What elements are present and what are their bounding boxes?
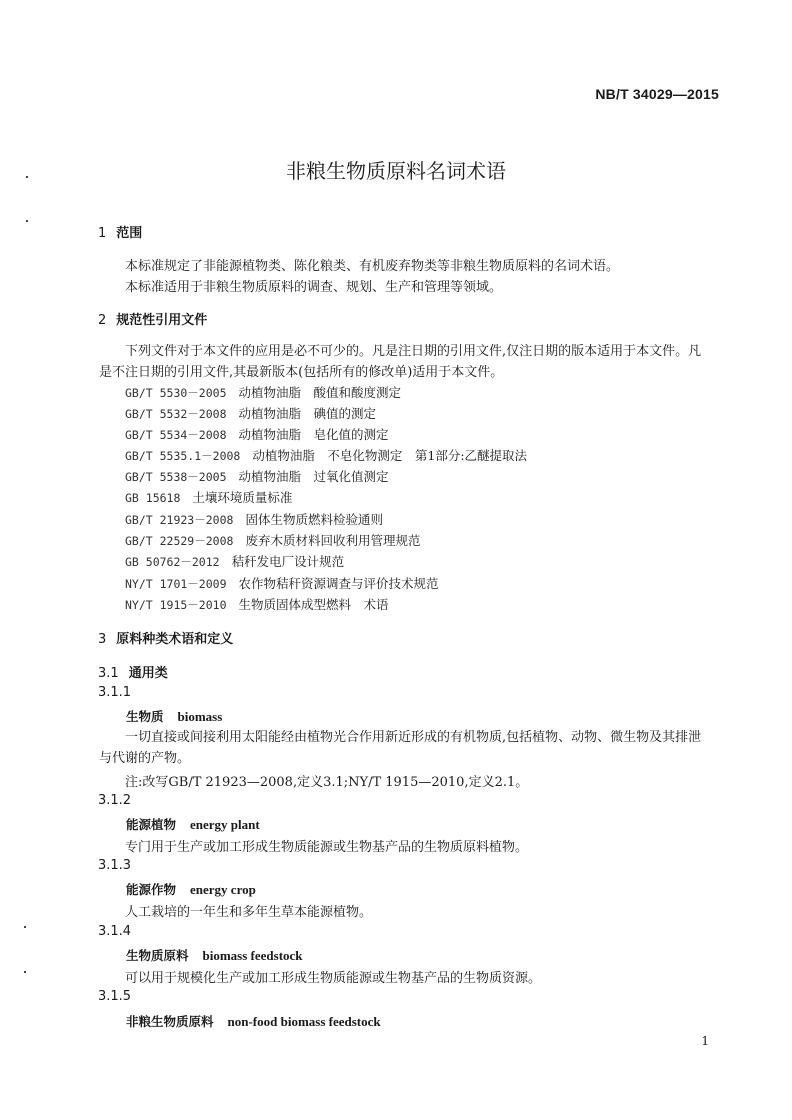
reference-name: 动植物油脂 碘值的测定 xyxy=(238,406,377,421)
scan-mark xyxy=(26,176,28,178)
scan-mark xyxy=(26,220,28,222)
reference-item xyxy=(125,595,389,613)
section-title: 原料种类术语和定义 xyxy=(116,632,234,647)
term-zh: 非粮生物质原料 xyxy=(126,1014,214,1029)
term-en: biomass feedstock xyxy=(202,948,303,963)
reference-item xyxy=(125,510,383,528)
term-zh: 生物质 xyxy=(126,709,164,724)
section-number: 1 xyxy=(98,226,107,241)
term-zh: 能源植物 xyxy=(126,817,177,832)
term-definition: 一切直接或间接利用太阳能经由植物光合作用新近形成的有机物质,包括植物、动物、微生物及其排泄与代谢的产物。 xyxy=(99,730,702,766)
term-zh: 能源作物 xyxy=(126,882,177,897)
reference-name: 秸秆发电厂设计规范 xyxy=(231,554,345,569)
term-en: energy crop xyxy=(190,882,256,897)
section-3-heading xyxy=(98,628,233,647)
term-heading xyxy=(126,946,303,964)
reference-item xyxy=(125,425,389,443)
section-2-heading xyxy=(98,309,207,328)
reference-code: GB 15618 xyxy=(125,491,181,505)
term-number: 3.1.3 xyxy=(98,858,132,873)
reference-code: GB/T 5530－2005 xyxy=(125,386,227,400)
reference-code: GB/T 5538－2005 xyxy=(125,470,227,484)
reference-name: 固体生物质燃料检验通则 xyxy=(245,512,383,527)
subsection-title: 通用类 xyxy=(128,666,168,681)
reference-code: NY/T 1915－2010 xyxy=(125,598,227,612)
reference-name: 动植物油脂 过氧化值测定 xyxy=(238,469,389,484)
reference-code: GB/T 5534－2008 xyxy=(125,428,227,442)
term-heading xyxy=(126,707,222,725)
section-1-heading xyxy=(98,222,142,241)
term-definition: 可以用于规模化生产或加工形成生物质能源或生物基产品的生物质资源。 xyxy=(125,971,542,986)
subsection-3-1-heading xyxy=(98,662,168,681)
term-definition: 专门用于生产或加工形成生物质能源或生物基产品的生物质原料植物。 xyxy=(125,840,529,855)
paragraph: 本标准规定了非能源植物类、陈化粮类、有机废弃物类等非粮生物质原料的名词术语。 xyxy=(125,259,620,274)
term-heading xyxy=(126,880,256,898)
paragraph: 本标准适用于非粮生物质原料的调查、规划、生产和管理等领域。 xyxy=(125,280,503,295)
reference-item xyxy=(125,404,376,422)
reference-code: GB/T 21923－2008 xyxy=(125,513,234,527)
reference-item xyxy=(125,488,292,506)
term-en: energy plant xyxy=(190,817,260,832)
term-zh: 生物质原料 xyxy=(126,948,189,963)
term-number: 3.1.4 xyxy=(98,924,132,939)
page-number: 1 xyxy=(701,1034,709,1048)
reference-name: 动植物油脂 不皂化物测定 第1部分:乙醚提取法 xyxy=(252,448,528,463)
reference-name: 动植物油脂 皂化值的测定 xyxy=(238,427,389,442)
reference-name: 动植物油脂 酸值和酸度测定 xyxy=(238,385,402,400)
subsection-number: 3.1 xyxy=(98,666,119,681)
term-definition: 人工栽培的一年生和多年生草本能源植物。 xyxy=(125,905,373,920)
reference-item xyxy=(125,552,344,570)
section-number: 2 xyxy=(98,313,107,328)
term-en: non-food biomass feedstock xyxy=(227,1014,381,1029)
reference-item xyxy=(125,531,420,549)
scan-mark xyxy=(24,971,26,973)
reference-item xyxy=(125,383,401,401)
section-title: 规范性引用文件 xyxy=(116,313,208,328)
reference-code: GB/T 5535.1－2008 xyxy=(125,449,241,463)
reference-name: 生物质固体成型燃料 术语 xyxy=(238,597,389,612)
section-number: 3 xyxy=(98,632,107,647)
reference-code: GB/T 5532－2008 xyxy=(125,407,227,421)
term-note: 注:改写GB/T 21923—2008,定义3.1;NY/T 1915—2010,定义2.1。 xyxy=(125,775,529,790)
paragraph: 下列文件对于本文件的应用是必不可少的。凡是注日期的引用文件,仅注日期的版本适用于本文件。凡是不注日期的引用文件,其最新版本(包括所有的修改单)适用于本文件。 xyxy=(99,344,702,380)
reference-name: 农作物秸秆资源调查与评价技术规范 xyxy=(238,576,439,591)
standard-number: NB/T 34029—2015 xyxy=(595,86,719,102)
term-en: biomass xyxy=(177,709,223,724)
reference-item xyxy=(125,467,389,485)
reference-code: NY/T 1701－2009 xyxy=(125,577,227,591)
reference-name: 土壤环境质量标准 xyxy=(192,490,293,505)
term-number: 3.1.2 xyxy=(98,793,132,808)
reference-item xyxy=(125,574,439,592)
term-heading xyxy=(126,1012,381,1030)
section-title: 范围 xyxy=(116,226,143,241)
scan-mark xyxy=(24,926,26,928)
page-title: 非粮生物质原料名词术语 xyxy=(286,159,506,183)
reference-code: GB/T 22529－2008 xyxy=(125,534,234,548)
reference-item xyxy=(125,446,527,464)
term-number: 3.1.5 xyxy=(98,989,132,1004)
term-number: 3.1.1 xyxy=(98,685,132,700)
reference-name: 废弃木质材料回收利用管理规范 xyxy=(245,533,421,548)
reference-code: GB 50762－2012 xyxy=(125,555,220,569)
term-heading xyxy=(126,815,260,833)
